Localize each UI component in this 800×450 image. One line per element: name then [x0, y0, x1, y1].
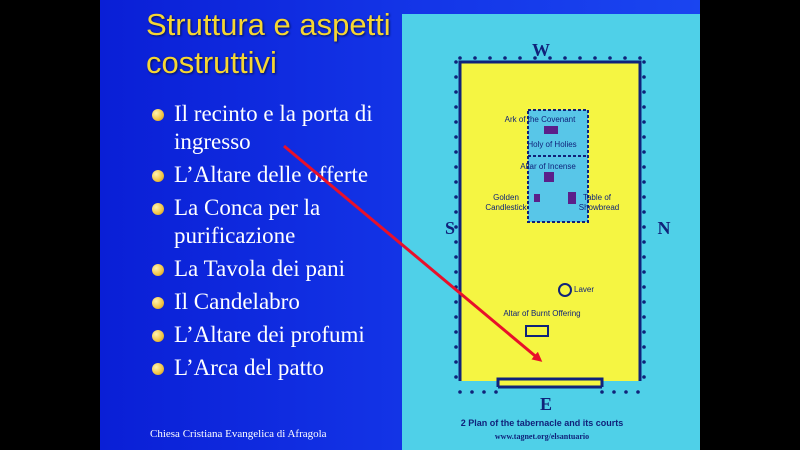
bullet-text: La Conca per la — [174, 195, 321, 220]
bullet-text: ingresso — [174, 129, 251, 154]
bullet-text: purificazione — [174, 223, 296, 248]
slide-title-line-2: costruttivi — [146, 45, 277, 80]
compass-south: S — [444, 218, 456, 238]
compass-east: E — [539, 394, 553, 414]
pointer-arrow-line — [284, 146, 540, 360]
bullet-text: L’Arca del patto — [174, 355, 324, 380]
burnt-altar-label: Altar of Burnt Offering — [503, 309, 581, 318]
plan-caption: 2 Plan of the tabernacle and its courts — [460, 418, 624, 428]
candlestick-label: Candlestick — [485, 203, 527, 212]
compass-north: N — [657, 218, 671, 238]
bullet-text: Il Candelabro — [174, 289, 300, 314]
bullet-text: Il recinto e la porta di — [174, 101, 373, 126]
compass-west: W — [532, 40, 550, 60]
candlestick-label: Golden — [493, 193, 519, 202]
bullet-text: L’Altare dei profumi — [174, 322, 365, 347]
slide — [100, 0, 700, 450]
bullet-text: L’Altare delle offerte — [174, 162, 369, 187]
ark-label: Ark of the Covenant — [504, 115, 576, 124]
table-label: Showbread — [578, 203, 620, 212]
plan-url: www.tagnet.org/elsantuario — [494, 432, 590, 441]
table-label: Table of — [582, 193, 612, 202]
slide-footer: Chiesa Cristiana Evangelica di Afragola — [150, 428, 327, 440]
laver-label: Laver — [574, 285, 595, 294]
slide-title-line-1: Struttura e aspetti — [146, 7, 391, 42]
holy-of-holies-label: Holy of Holies — [527, 140, 577, 149]
pointer-arrow — [100, 0, 700, 450]
incense-altar-label: Altar of Incense — [520, 162, 576, 171]
bullet-text: La Tavola dei pani — [174, 256, 346, 281]
